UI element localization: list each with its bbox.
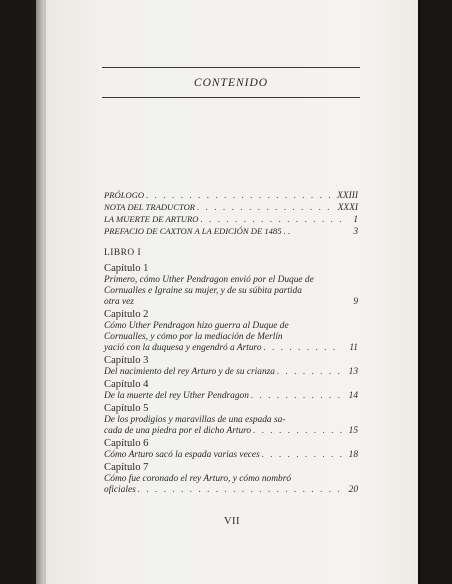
chapter-heading: Capítulo 5 xyxy=(104,403,149,414)
page-number: VII xyxy=(223,516,241,527)
chapter-heading: Capítulo 2 xyxy=(104,309,149,320)
chapter-page: 11 xyxy=(349,343,358,353)
chapter-description xyxy=(104,415,358,437)
chapter-entry[interactable] xyxy=(104,403,358,437)
toc-entry-page: XXXI xyxy=(337,203,358,213)
table-of-contents xyxy=(104,190,358,496)
chapter-entry[interactable] xyxy=(104,309,358,354)
chapter-entry[interactable] xyxy=(104,379,358,402)
chapter-entry[interactable] xyxy=(104,263,358,308)
toc-entry-label: PRÓLOGO xyxy=(104,190,145,200)
chapter-page: 20 xyxy=(348,485,358,495)
toc-entry-prefacio-caxton[interactable] xyxy=(104,226,358,238)
dot-leader xyxy=(262,450,342,461)
chapter-description-line: cada de una piedra por el dicho Arturo xyxy=(104,426,252,436)
contents-title: CONTENIDO xyxy=(102,67,360,98)
chapter-description xyxy=(104,474,358,496)
chapter-heading: Capítulo 4 xyxy=(104,379,149,390)
dot-leader xyxy=(200,215,342,226)
chapter-description-line: Cómo fue coronado el rey Arturo, y cómo nombró xyxy=(104,474,292,484)
chapter-description-line: oficiales xyxy=(104,485,136,495)
chapter-heading: Capítulo 3 xyxy=(104,355,149,366)
book-section-heading: LIBRO I xyxy=(104,248,142,258)
chapter-description xyxy=(104,321,358,354)
dot-leader xyxy=(277,367,342,378)
chapter-page: 9 xyxy=(353,297,358,307)
chapter-description xyxy=(104,275,358,308)
toc-entry-label: NOTA DEL TRADUCTOR xyxy=(104,202,196,212)
toc-entry-prologo[interactable] xyxy=(104,190,358,202)
chapter-description-line: Cómo Arturo sacó la espada varias veces xyxy=(104,450,260,460)
dot-leader xyxy=(253,426,342,437)
chapter-page: 15 xyxy=(348,426,358,436)
chapter-entry[interactable] xyxy=(104,438,358,461)
toc-entry-page: 3 xyxy=(353,227,358,237)
chapter-page: 14 xyxy=(348,391,358,401)
toc-entry-page: XXIII xyxy=(337,191,358,201)
chapter-description-line: yació con la duquesa y engendró a Arturo xyxy=(104,343,262,353)
chapter-description-line: Cornualles e Igraine su mujer, y de su súbita partida xyxy=(104,286,302,296)
chapter-description-line: De los prodigios y maravillas de una espada sa- xyxy=(104,415,286,425)
chapter-heading: Capítulo 6 xyxy=(104,438,149,449)
toc-entry-label: LA MUERTE DE ARTURO xyxy=(104,214,199,224)
toc-entry-page: 1 xyxy=(353,215,358,225)
book-page xyxy=(46,0,418,584)
front-matter-list xyxy=(104,190,358,238)
chapter-description-line: De la muerte del rey Uther Pendragon xyxy=(104,391,249,401)
dot-leader xyxy=(138,485,342,496)
chapter-heading: Capítulo 1 xyxy=(104,263,149,274)
chapter-entry[interactable] xyxy=(104,355,358,378)
toc-entry-label: PREFACIO DE CAXTON A LA EDICIÓN DE 1485 . . xyxy=(104,226,291,236)
dot-leader xyxy=(146,191,335,202)
chapter-description-line: Cornualles, y cómo por la mediación de Merlín xyxy=(104,332,283,342)
toc-entry-muerte-arturo[interactable] xyxy=(104,214,358,226)
chapter-description-line: Primero, cómo Uther Pendragon envió por el Duque de xyxy=(104,275,314,285)
dot-leader xyxy=(264,343,342,354)
chapter-page: 13 xyxy=(348,367,358,377)
chapter-page: 18 xyxy=(348,450,358,460)
toc-entry-nota-traductor[interactable] xyxy=(104,202,358,214)
chapter-description-line: otra vez xyxy=(104,297,134,307)
chapter-entry[interactable] xyxy=(104,462,358,496)
chapter-description-line: Del nacimiento del rey Arturo y de su crianza xyxy=(104,367,275,377)
chapter-heading: Capítulo 7 xyxy=(104,462,149,473)
dot-leader xyxy=(251,391,342,402)
dot-leader xyxy=(197,203,336,214)
chapter-description-line: Cómo Uther Pendragon hizo guerra al Duque de xyxy=(104,321,289,331)
